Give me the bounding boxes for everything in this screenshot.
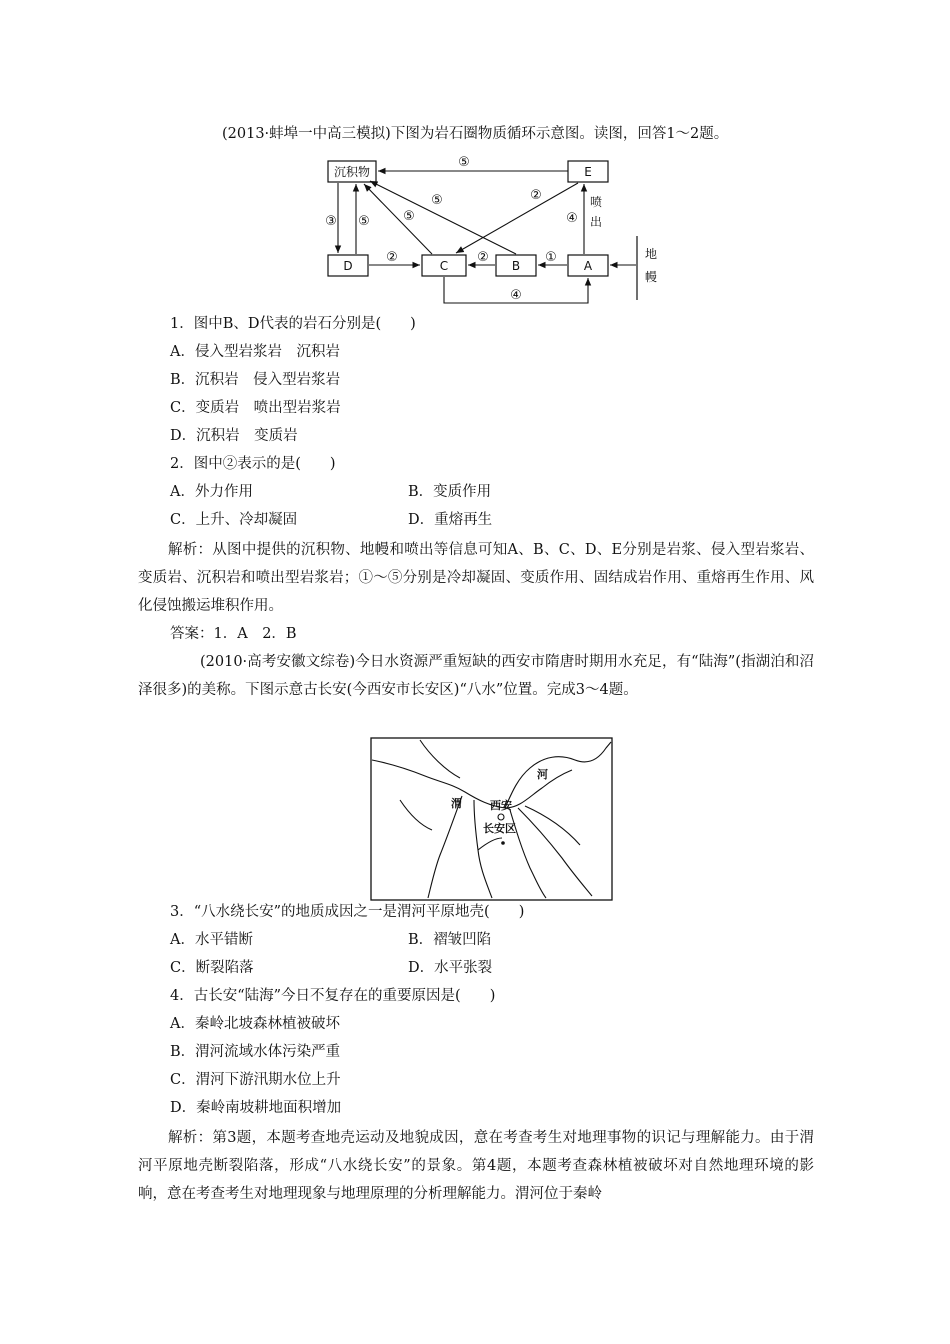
q2-option-b: B．变质作用	[408, 484, 492, 500]
q3-option-c: C．断裂陷落	[170, 960, 254, 976]
q3-option-b: B．褶皱凹陷	[408, 932, 492, 948]
label-D: D	[343, 259, 353, 273]
label-sediment: 沉积物	[333, 165, 371, 179]
label-eruption-2: 出	[589, 215, 603, 229]
q2-option-a: A．外力作用	[170, 484, 253, 500]
q1-option-b: B．沉积岩 侵入型岩浆岩	[170, 372, 341, 388]
label-eruption-1: 喷	[589, 195, 603, 209]
rock-cycle-diagram	[0, 150, 950, 310]
q2-stem: 2．图中②表示的是( )	[170, 456, 336, 472]
label-c5-mid2: ⑤	[403, 209, 415, 224]
label-c5-top: ⑤	[458, 155, 470, 170]
arrow-E-C	[456, 183, 578, 253]
label-c2-BC: ②	[477, 250, 489, 265]
label-c4-CA: ④	[510, 288, 522, 303]
arrow-B-sediment	[370, 181, 516, 254]
q2-option-c: C．上升、冷却凝固	[170, 512, 298, 528]
q3-option-a: A．水平错断	[170, 932, 253, 948]
analysis-2: 解析：第3题，本题考查地壳运动及地貌成因，意在考查考生对地理事物的识记与理解能力。由于渭河平原地壳断裂陷落，形成“八水绕长安”的景象。第4题，本题考查森林植被破坏对自然地理环境的影响，意在考查考生对地理现象与地理原理的分析理解能力。渭河位于秦岭	[138, 1130, 814, 1202]
analysis-1: 解析：从图中提供的沉积物、地幔和喷出等信息可知A、B、C、D、E分别是岩浆、侵入型岩浆岩、变质岩、沉积岩和喷出型岩浆岩；①～⑤分别是冷却凝固、变质作用、固结成岩作用、重熔再生作用、风化侵蚀搬运堆积作用。	[138, 542, 814, 614]
q4-option-b: B．渭河流域水体污染严重	[170, 1044, 341, 1060]
label-c1: ①	[545, 250, 557, 265]
eight-rivers-map	[0, 735, 950, 905]
label-c5-left: ⑤	[358, 214, 370, 229]
q3-option-d: D．水平张裂	[408, 960, 493, 976]
label-c2-EC: ②	[530, 188, 542, 203]
xian-marker	[498, 814, 504, 820]
q4-stem: 4．古长安“陆海”今日不复存在的重要原因是( )	[170, 988, 496, 1004]
label-mantle-1: 地	[644, 247, 658, 261]
intro-2: (2010·高考安徽文综卷)今日水资源严重短缺的西安市隋唐时期用水充足，有“陆海”(指湖泊和沼泽很多)的美称。下图示意古长安(今西安市长安区)“八水”位置。完成3～4题。	[138, 654, 814, 698]
q2-option-d: D．重熔再生	[408, 512, 493, 528]
changan-marker	[501, 841, 505, 845]
map-label-changan: 长安区	[483, 822, 516, 835]
q4-option-d: D．秦岭南坡耕地面积增加	[170, 1100, 342, 1116]
label-B: B	[511, 259, 521, 273]
map-label-xian: 西安	[490, 799, 512, 812]
label-E: E	[584, 165, 592, 179]
q1-option-a: A．侵入型岩浆岩 沉积岩	[170, 344, 340, 360]
label-C: C	[439, 259, 449, 273]
map-label-wei: 渭	[451, 797, 462, 810]
map-label-he: 河	[537, 768, 548, 781]
label-c3: ③	[325, 214, 337, 229]
q1-stem: 1．图中B、D代表的岩石分别是( )	[170, 316, 416, 332]
q1-option-c: C．变质岩 喷出型岩浆岩	[170, 400, 341, 416]
label-A: A	[583, 259, 593, 273]
q3-stem: 3．“八水绕长安”的地质成因之一是渭河平原地壳( )	[170, 904, 525, 920]
answer-1: 答案：1．A 2．B	[170, 626, 297, 642]
q4-option-c: C．渭河下游汛期水位上升	[170, 1072, 341, 1088]
label-c4-AE: ④	[566, 211, 578, 226]
label-c2-DC: ②	[386, 250, 398, 265]
q1-option-d: D．沉积岩 变质岩	[170, 428, 298, 444]
q4-option-a: A．秦岭北坡森林植被破坏	[170, 1016, 340, 1032]
label-c5-mid1: ⑤	[431, 193, 443, 208]
intro-1: (2013·蚌埠一中高三模拟)下图为岩石圈物质循环示意图。读图，回答1～2题。	[222, 126, 729, 142]
label-mantle-2: 幔	[644, 270, 658, 284]
